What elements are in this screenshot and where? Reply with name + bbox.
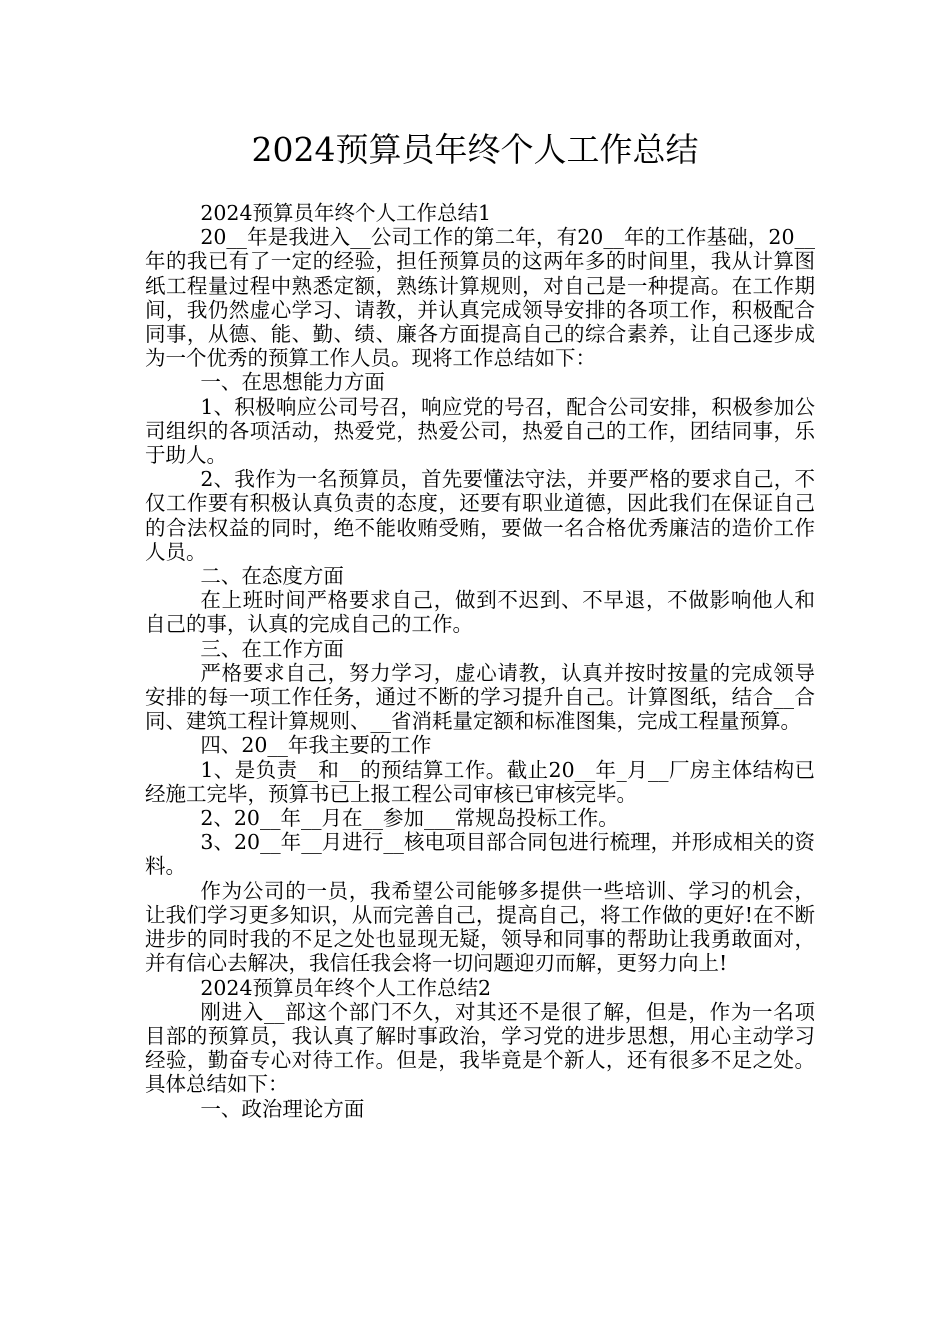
heading-political-theory: 一、政治理论方面 [200,1096,365,1121]
paragraph-section-2-intro: 刚进入__部这个部门不久，对其还不是很了解，但是，作为一名项目部的预算员，我认真了解时事政治，学习党的进步思想，用心主动学习经验，勤奋专心对待工作。但是，我毕竟是个新人，还有很多不足之处。具体总结如下： [145,999,815,1097]
paragraph-conclusion: 作为公司的一员，我希望公司能够多提供一些培训、学习的机会，让我们学习更多知识，从而完善自己，提高自己，将工作做的更好!在不断进步的同时我的不足之处也显现无疑，领导和同事的帮助让我勇敢面对，并有信心去解决，我信任我会将一切问题迎刃而解，更努力向上! [145,878,815,976]
document-title: 2024预算员年终个人工作总结 [251,130,699,169]
section-title-1: 2024预算员年终个人工作总结1 [200,201,492,225]
heading-thought-ability: 一、在思想能力方面 [200,370,385,395]
paragraph-main-work-1: 1、是负责__和__的预结算工作。截止20__年_月__厂房主体结构已经施工完毕，预算书已上报工程公司审核已审核完毕。 [145,757,815,806]
paragraph-attitude: 在上班时间严格要求自己，做到不迟到、不早退，不做影响他人和自己的事，认真的完成自己的工作。 [145,588,815,637]
paragraph-work: 严格要求自己，努力学习，虚心请教，认真并按时按量的完成领导安排的每一项工作任务，通过不断的学习提升自己。计算图纸，结合__合同、建筑工程计算规则、__省消耗量定额和标准图集，完成工程量预算。 [145,660,815,734]
section-title-2: 2024预算员年终个人工作总结2 [200,975,492,1000]
paragraph-item-2: 2、我作为一名预算员，首先要懂法守法，并要严格的要求自己，不仅工作要有积极认真负责的态度，还要有职业道德，因此我们在保证自己的合法权益的同时，绝不能收贿受贿，要做一名合格优秀廉洁的造价工作人员。 [145,467,815,564]
paragraph-main-work-2: 2、20__年__月在__参加___常规岛投标工作。 [200,806,619,831]
document-body [145,201,815,1121]
paragraph-main-work-3: 3、20__年__月进行__核电项目部合同包进行梳理，并形成相关的资料。 [145,830,815,879]
paragraph-item-1: 1、积极响应公司号召，响应党的号召，配合公司安排，积极参加公司组织的各项活动，热爱党，热爱公司，热爱自己的工作，团结同事，乐于助人。 [145,394,815,468]
heading-work: 三、在工作方面 [200,636,344,661]
heading-main-work: 四、20__年我主要的工作 [200,733,432,758]
heading-attitude: 二、在态度方面 [200,564,344,589]
intro-paragraph: 20__年是我进入__公司工作的第二年，有20__年的工作基础，20__年的我已有了一定的经验，担任预算员的这两年多的时间里，我从计算图纸工程量过程中熟悉定额，熟练计算规则，对自己是一种提高。在工作期间，我仍然虚心学习、请教，并认真完成领导安排的各项工作，积极配合同事，从德、能、勤、绩、廉各方面提高自己的综合素养，让自己逐步成为一个优秀的预算工作人员。现将工作总结如下： [145,225,815,371]
